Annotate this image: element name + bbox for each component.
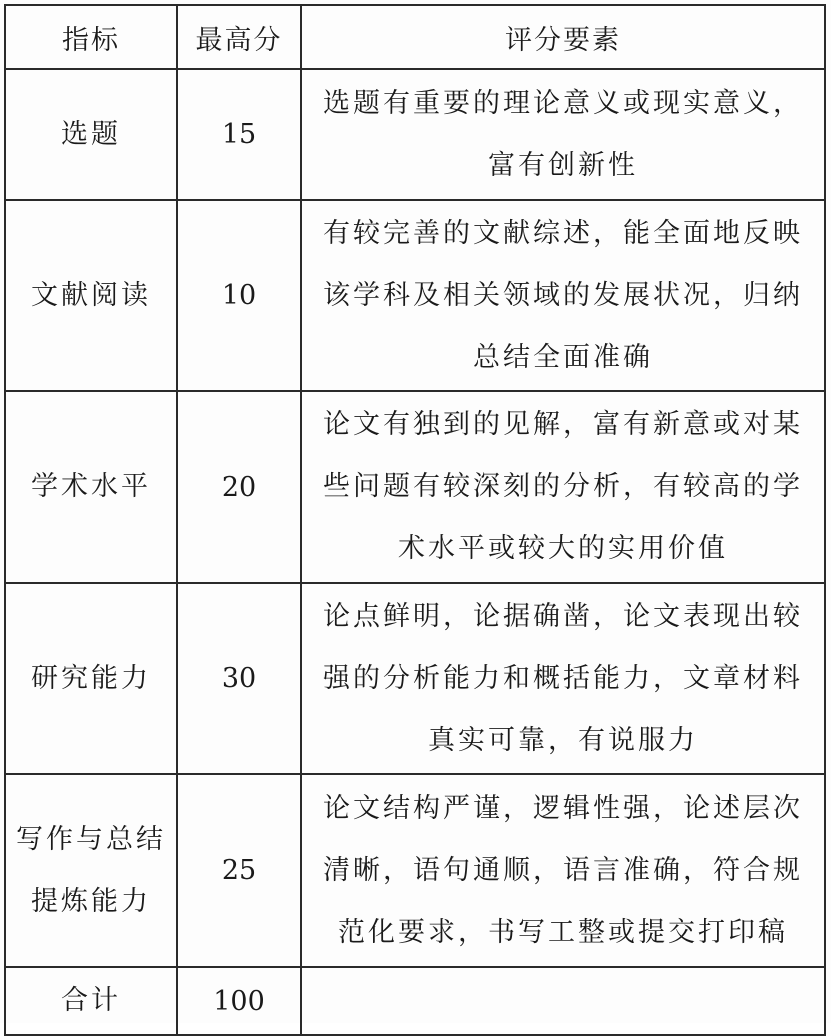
score-cell: 15: [177, 69, 301, 200]
criteria-line: 论文结构严谨，逻辑性强，论述层次: [323, 792, 803, 824]
header-max-score: 最高分: [177, 5, 301, 69]
criteria-cell: [301, 200, 825, 391]
table-row: [5, 583, 825, 774]
indicator-cell: [5, 774, 177, 967]
score-cell: 30: [177, 583, 301, 774]
indicator-cell: 学术水平: [5, 391, 177, 583]
criteria-line: 该学科及相关领域的发展状况，归纳: [323, 279, 803, 311]
score-cell: 20: [177, 391, 301, 583]
score-cell: 10: [177, 200, 301, 391]
indicator-cell: 文献阅读: [5, 200, 177, 391]
score-cell: 25: [177, 774, 301, 967]
scoring-rubric-table: [4, 4, 826, 1036]
header-indicator: 指标: [5, 5, 177, 69]
criteria-cell: [301, 774, 825, 967]
table-row: [5, 391, 825, 583]
criteria-line: 术水平或较大的实用价值: [398, 533, 728, 564]
criteria-cell: [301, 69, 825, 200]
criteria-line: 范化要求，书写工整或提交打印稿: [338, 916, 788, 948]
total-score-cell: 100: [177, 967, 301, 1035]
criteria-line: 些问题有较深刻的分析，有较高的学: [323, 471, 803, 502]
indicator-cell: 研究能力: [5, 583, 177, 774]
header-criteria: 评分要素: [301, 5, 825, 69]
criteria-line: 清晰，语句通顺，语言准确，符合规: [323, 854, 803, 886]
criteria-line: 选题有重要的理论意义或现实意义，: [323, 87, 803, 119]
criteria-cell: [301, 583, 825, 774]
criteria-line: 真实可靠，有说服力: [428, 724, 698, 756]
criteria-line: 论点鲜明，论据确凿，论文表现出较: [323, 600, 803, 632]
criteria-line: 富有创新性: [488, 149, 638, 181]
table-row: [5, 69, 825, 200]
criteria-line: 总结全面准确: [473, 341, 653, 373]
total-label-cell: 合计: [5, 967, 177, 1035]
indicator-cell: 选题: [5, 69, 177, 200]
criteria-line: 有较完善的文献综述，能全面地反映: [323, 217, 803, 249]
total-criteria-cell: [301, 967, 825, 1035]
criteria-line: 强的分析能力和概括能力，文章材料: [323, 662, 803, 694]
table-row: [5, 774, 825, 967]
indicator-line: 写作与总结: [16, 823, 166, 855]
table-row: [5, 200, 825, 391]
criteria-line: 论文有独到的见解，富有新意或对某: [323, 409, 803, 440]
criteria-cell: [301, 391, 825, 583]
header-row: [5, 5, 825, 69]
total-row: [5, 967, 825, 1035]
indicator-line: 提炼能力: [31, 885, 151, 917]
